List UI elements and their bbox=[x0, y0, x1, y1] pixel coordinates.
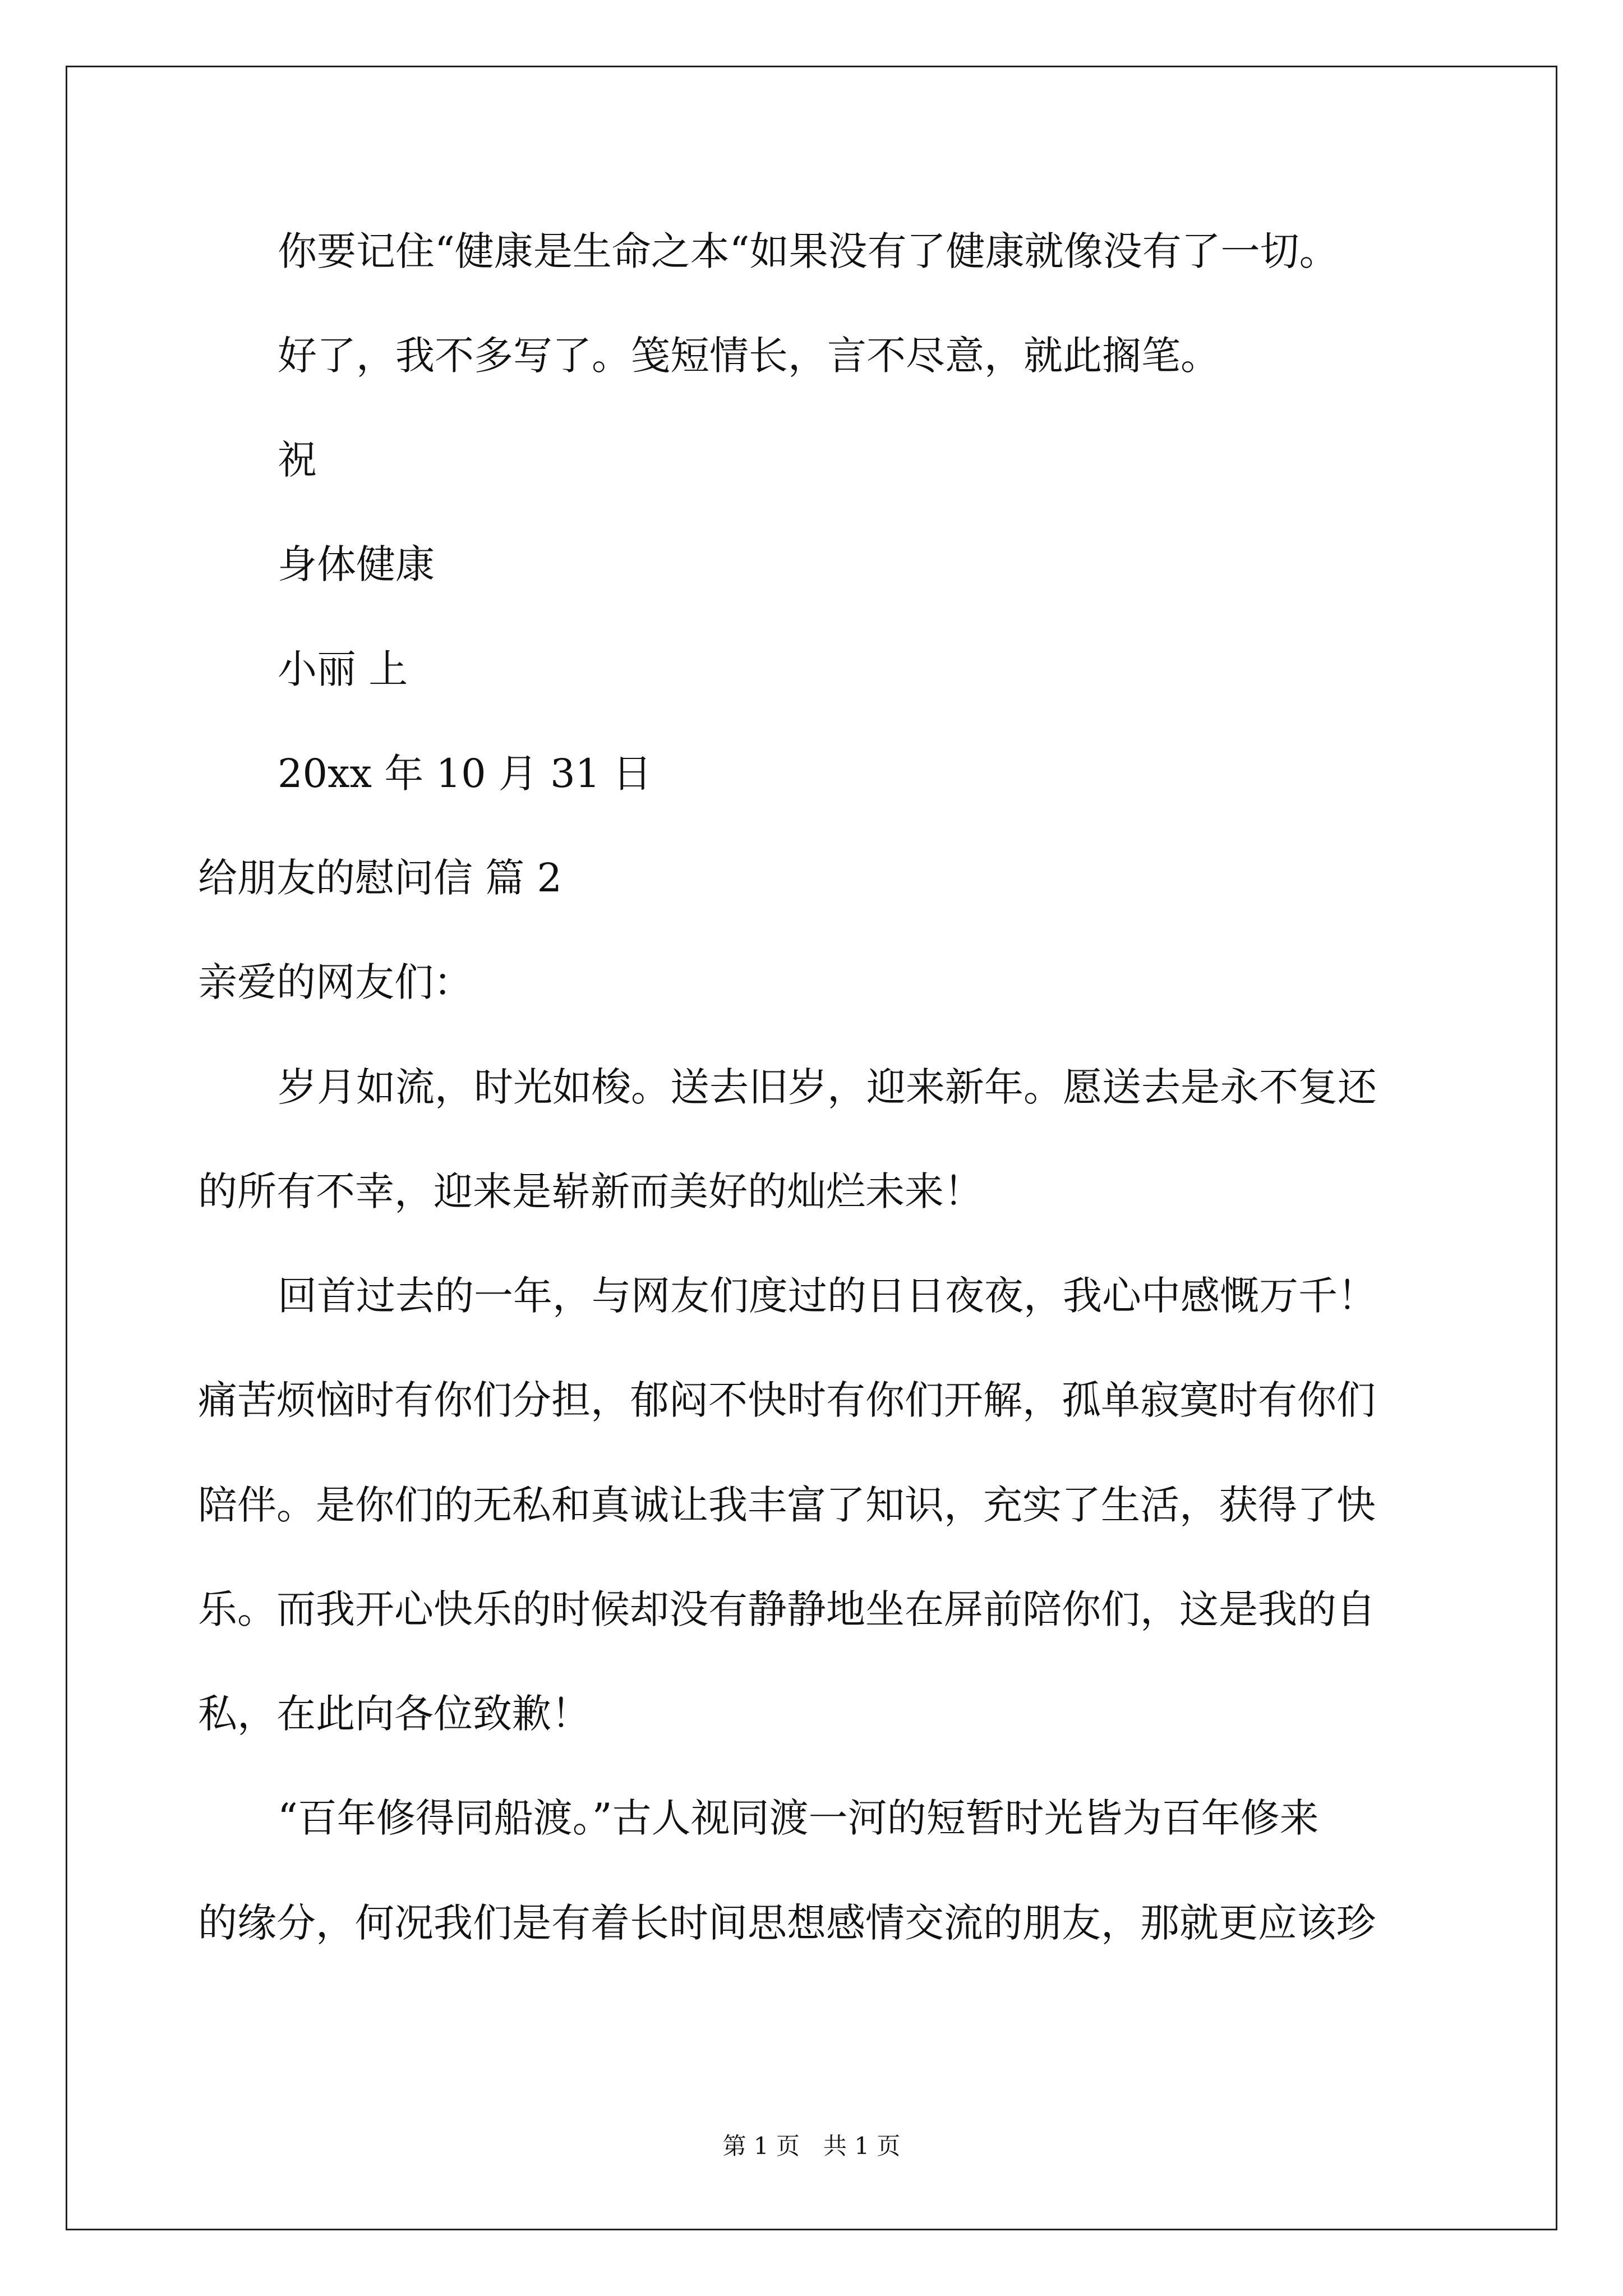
body-line: “百年修得同船渡。”古人视同渡一河的短暂时光皆为百年修来 bbox=[278, 1795, 1319, 1841]
page-total: 共 1 页 bbox=[823, 2132, 901, 2160]
body-line: 的所有不幸，迎来是崭新而美好的灿烂未来！ bbox=[198, 1168, 983, 1214]
page-number: 第 1 页 bbox=[722, 2132, 800, 2160]
body-line: 岁月如流，时光如梭。送去旧岁，迎来新年。愿送去是永不复还 bbox=[278, 1064, 1377, 1110]
letter-date: 20xx 年 10 月 31 日 bbox=[278, 751, 652, 797]
letter-greeting: 亲爱的网友们： bbox=[198, 959, 473, 1005]
section-heading: 给朋友的慰问信 篇 2 bbox=[198, 855, 562, 901]
body-line: 陪伴。是你们的无私和真诚让我丰富了知识，充实了生活，获得了快 bbox=[198, 1482, 1376, 1528]
salutation-zhu: 祝 bbox=[278, 437, 317, 483]
salutation-wish: 身体健康 bbox=[278, 541, 435, 587]
signature: 小丽 上 bbox=[278, 646, 408, 692]
body-line: 的缘分，何况我们是有着长时间思想感情交流的朋友，那就更应该珍 bbox=[198, 1900, 1376, 1946]
body-line: 私，在此向各位致歉！ bbox=[198, 1691, 591, 1737]
body-line: 痛苦烦恼时有你们分担，郁闷不快时有你们开解，孤单寂寞时有你们 bbox=[198, 1377, 1376, 1423]
body-line: 回首过去的一年，与网友们度过的日日夜夜，我心中感慨万千！ bbox=[278, 1273, 1377, 1319]
body-line: 好了，我不多写了。笺短情长，言不尽意，就此搁笔。 bbox=[278, 333, 1220, 379]
page-footer bbox=[0, 2131, 1623, 2161]
body-line: 你要记住“健康是生命之本“如果没有了健康就像没有了一切。 bbox=[278, 228, 1339, 274]
body-line: 乐。而我开心快乐的时候却没有静静地坐在屏前陪你们，这是我的自 bbox=[198, 1586, 1376, 1632]
